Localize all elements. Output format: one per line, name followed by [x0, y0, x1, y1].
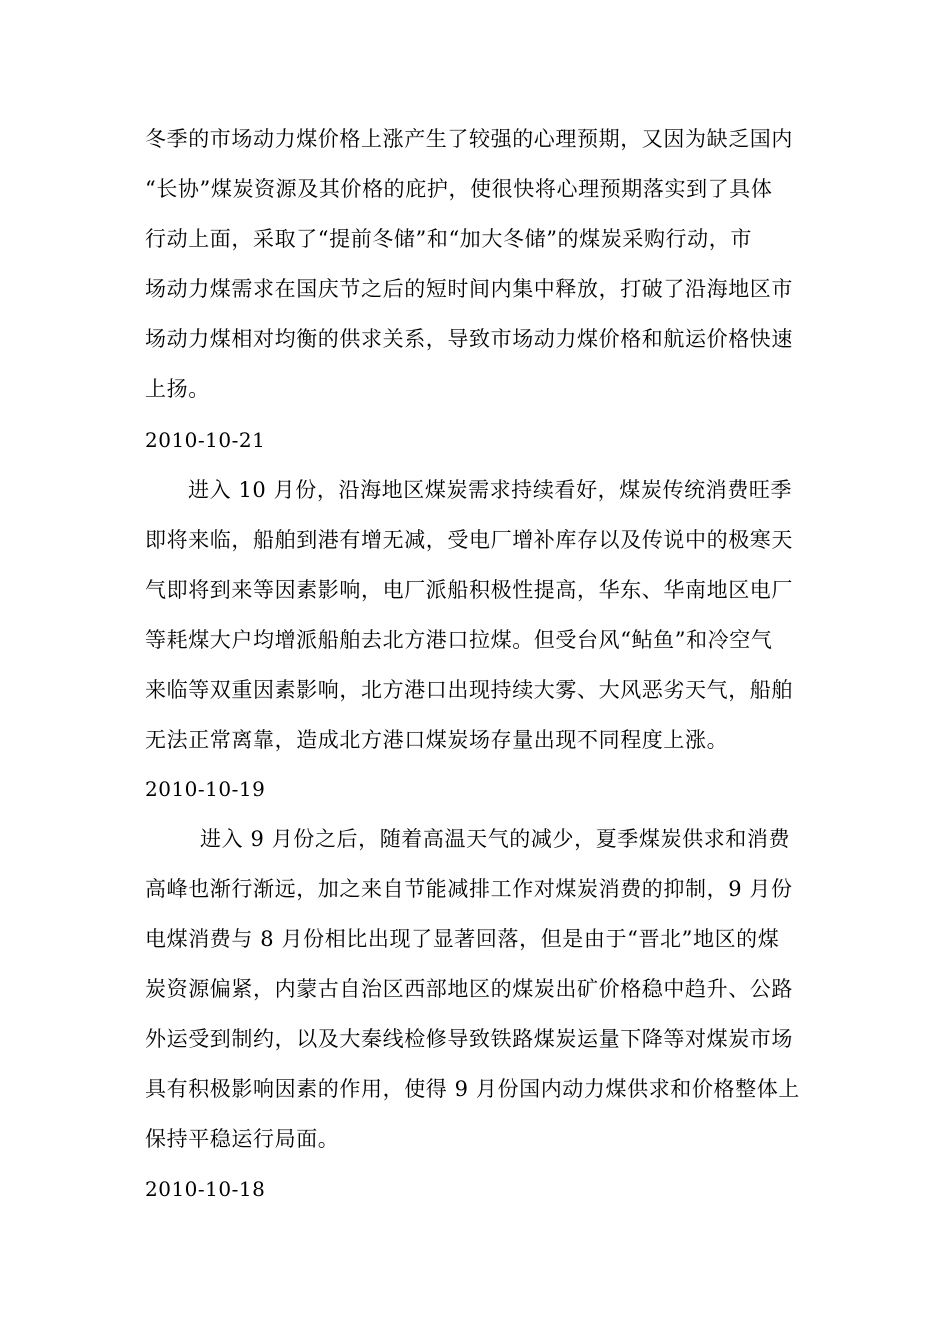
paragraph-line: 无法正常离靠，造成北方港口煤炭场存量出现不同程度上涨。 — [145, 728, 729, 752]
paragraph-line: 具有积极影响因素的作用，使得 9 月份国内动力煤供求和价格整体上 — [145, 1077, 800, 1101]
paragraph-line: 电煤消费与 8 月份相比出现了显著回落，但是由于“晋北”地区的煤 — [145, 927, 780, 951]
paragraph-line: 外运受到制约，以及大秦线检修导致铁路煤炭运量下降等对煤炭市场 — [145, 1027, 793, 1051]
paragraph-line: 气即将到来等因素影响，电厂派船积极性提高，华东、华南地区电厂 — [145, 578, 793, 602]
paragraph-line: 炭资源偏紧，内蒙古自治区西部地区的煤炭出矿价格稳中趋升、公路 — [145, 977, 793, 1001]
paragraph-line: 冬季的市场动力煤价格上涨产生了较强的心理预期，又因为缺乏国内 — [145, 127, 793, 151]
paragraph-line: 等耗煤大户均增派船舶去北方港口拉煤。但受台风“鲇鱼”和冷空气 — [145, 628, 773, 652]
paragraph-line: 上扬。 — [145, 377, 210, 401]
paragraph-line: 来临等双重因素影响，北方港口出现持续大雾、大风恶劣天气，船舶 — [145, 678, 793, 702]
paragraph-line: 即将来临，船舶到港有增无减，受电厂增补库存以及传说中的极寒天 — [145, 528, 793, 552]
paragraph-line: 保持平稳运行局面。 — [145, 1127, 340, 1151]
paragraph-line: 进入 10 月份，沿海地区煤炭需求持续看好，煤炭传统消费旺季 — [188, 478, 793, 502]
paragraph-line: “长协”煤炭资源及其价格的庇护，使很快将心理预期落实到了具体 — [145, 177, 773, 201]
date-label: 2010-10-19 — [145, 777, 266, 801]
date-label: 2010-10-18 — [145, 1177, 266, 1201]
paragraph-line: 场动力煤相对均衡的供求关系，导致市场动力煤价格和航运价格快速 — [145, 327, 793, 351]
paragraph-line: 场动力煤需求在国庆节之后的短时间内集中释放，打破了沿海地区市 — [145, 277, 793, 301]
date-label: 2010-10-21 — [145, 428, 266, 452]
paragraph-line: 高峰也渐行渐远，加之来自节能减排工作对煤炭消费的抑制，9 月份 — [145, 877, 793, 901]
paragraph-line: 行动上面，采取了“提前冬储”和“加大冬储”的煤炭采购行动，市 — [145, 227, 752, 251]
paragraph-line: 进入 9 月份之后，随着高温天气的减少，夏季煤炭供求和消费 — [200, 827, 791, 851]
